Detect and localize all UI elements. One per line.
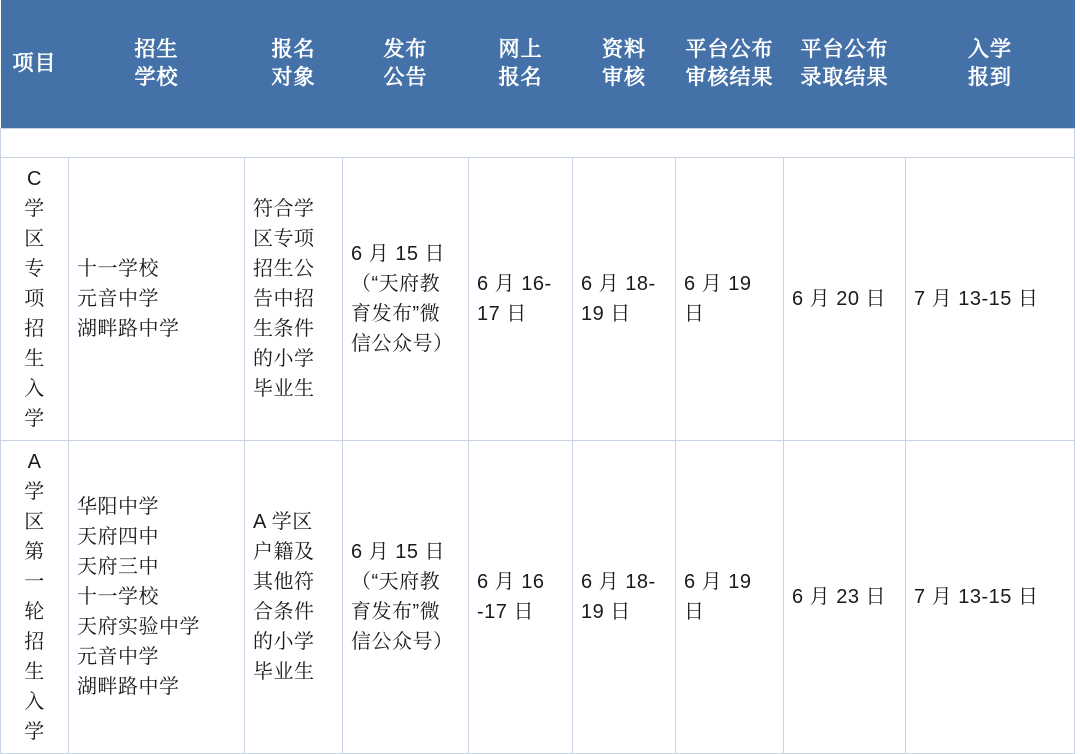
header-row bbox=[1, 0, 1075, 129]
row-enrollment: 7 月 13-15 日 bbox=[906, 158, 1075, 441]
table-row bbox=[1, 441, 1075, 754]
header-enrollment: 入学 报到 bbox=[906, 0, 1075, 129]
header-applicants: 报名 对象 bbox=[245, 0, 343, 129]
row-applicants: 符合学 区专项 招生公 告中招 生条件 的小学 毕业生 bbox=[245, 158, 343, 441]
header-body-gap bbox=[1, 129, 1075, 158]
row-online-signup: 6 月 16 -17 日 bbox=[469, 441, 573, 754]
row-schools: 华阳中学 天府四中 天府三中 十一学校 天府实验中学 元音中学 湖畔路中学 bbox=[69, 441, 245, 754]
row-label-a-district: A 学 区 第 一 轮 招 生 入 学 bbox=[1, 441, 69, 754]
row-admission-result: 6 月 20 日 bbox=[784, 158, 906, 441]
header-material-review: 资料 审核 bbox=[573, 0, 676, 129]
header-admission-result: 平台公布 录取结果 bbox=[784, 0, 906, 129]
header-announcement: 发布 公告 bbox=[343, 0, 469, 129]
table-row bbox=[1, 158, 1075, 441]
row-admission-result: 6 月 23 日 bbox=[784, 441, 906, 754]
row-online-signup: 6 月 16- 17 日 bbox=[469, 158, 573, 441]
gap-cell bbox=[1, 129, 1075, 158]
row-applicants: A 学区 户籍及 其他符 合条件 的小学 毕业生 bbox=[245, 441, 343, 754]
row-schools: 十一学校 元音中学 湖畔路中学 bbox=[69, 158, 245, 441]
row-review-result: 6 月 19 日 bbox=[676, 441, 784, 754]
row-material-review: 6 月 18- 19 日 bbox=[573, 158, 676, 441]
row-material-review: 6 月 18- 19 日 bbox=[573, 441, 676, 754]
row-announcement: 6 月 15 日 （“天府教 育发布”微 信公众号） bbox=[343, 158, 469, 441]
row-review-result: 6 月 19 日 bbox=[676, 158, 784, 441]
header-review-result: 平台公布 审核结果 bbox=[676, 0, 784, 129]
row-label-c-district: C 学 区 专 项 招 生 入 学 bbox=[1, 158, 69, 441]
table-body bbox=[1, 129, 1075, 754]
header-online-signup: 网上 报名 bbox=[469, 0, 573, 129]
header-schools: 招生 学校 bbox=[69, 0, 245, 129]
row-enrollment: 7 月 13-15 日 bbox=[906, 441, 1075, 754]
row-announcement: 6 月 15 日 （“天府教 育发布”微 信公众号） bbox=[343, 441, 469, 754]
table-header bbox=[1, 0, 1075, 129]
header-project: 项目 bbox=[1, 0, 69, 129]
